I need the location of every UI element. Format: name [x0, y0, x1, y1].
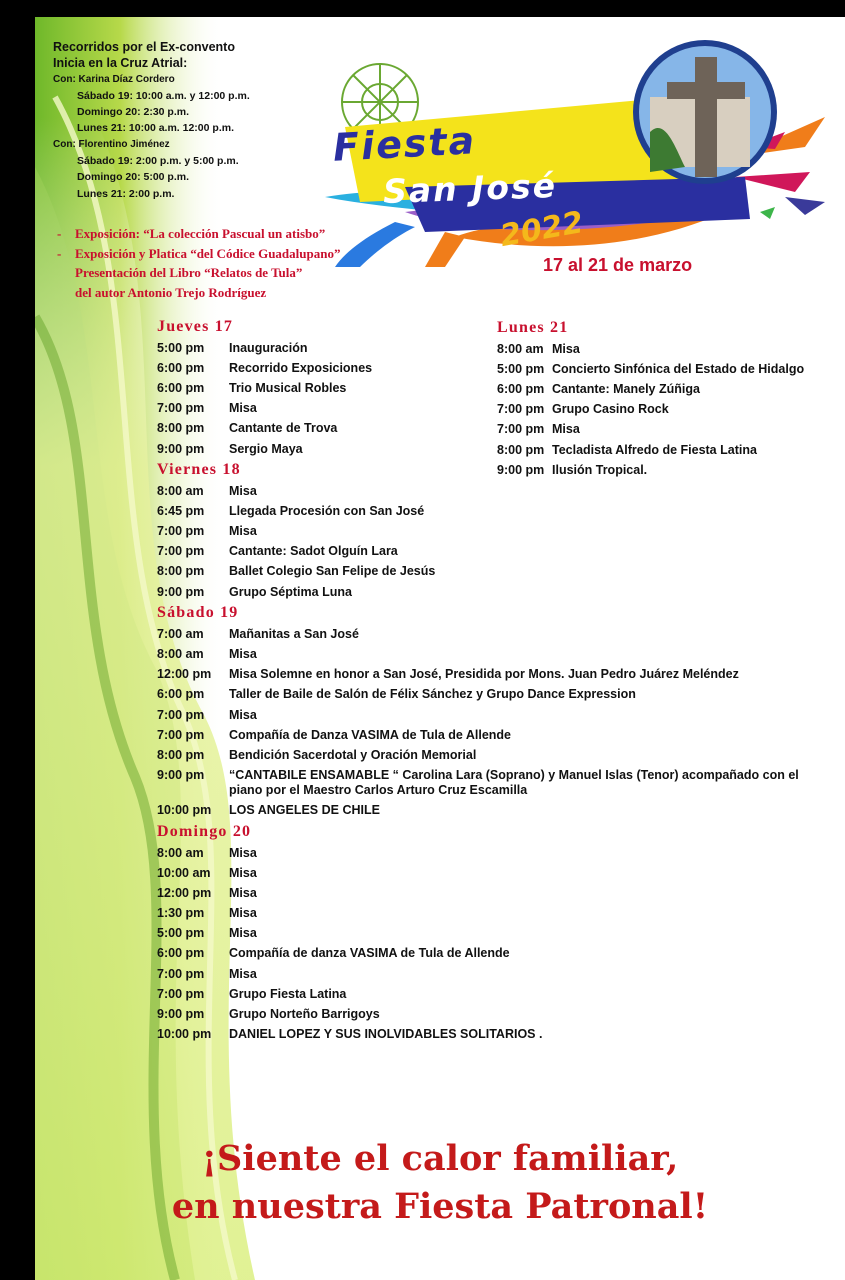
day-title: Domingo 20	[157, 822, 252, 840]
event-time: 6:00 pm	[157, 380, 205, 395]
event-time: 1:30 pm	[157, 906, 205, 921]
slogan	[35, 1135, 845, 1231]
event-row	[157, 944, 817, 964]
event-time: 9:00 pm	[497, 462, 545, 477]
tours-guide-2: Con: Florentino Jiménez	[53, 138, 170, 150]
event-row	[157, 1025, 817, 1045]
event-time: 12:00 pm	[157, 667, 212, 682]
event-desc: LOS ANGELES DE CHILE	[229, 803, 380, 818]
event-time: 7:00 pm	[497, 422, 545, 437]
event-row	[157, 863, 817, 883]
event-desc: Taller de Baile de Salón de Félix Sánchez y Grupo Dance Expression	[229, 687, 636, 702]
event-row	[497, 339, 817, 359]
event-row	[157, 883, 817, 903]
tours-section	[53, 39, 250, 202]
event-desc: Llegada Procesión con San José	[229, 503, 425, 518]
event-desc: Misa	[229, 906, 257, 921]
event-row	[497, 359, 817, 379]
event-time: 9:00 pm	[157, 768, 205, 783]
event-time: 8:00 pm	[157, 564, 205, 579]
tour-time: Lunes 21: 10:00 a.m. 12:00 p.m.	[77, 122, 234, 135]
event-time: 8:00 am	[157, 845, 204, 860]
event-desc: Compañía de Danza VASIMA de Tula de Allende	[229, 727, 511, 742]
event-desc: Misa	[229, 483, 257, 498]
schedule-lunes	[497, 317, 817, 480]
event-desc: Recorrido Exposiciones	[229, 360, 373, 375]
logo-year: 2022	[497, 205, 586, 254]
event-time: 7:00 am	[157, 626, 204, 641]
event-desc: Bendición Sacerdotal y Oración Memorial	[229, 747, 477, 762]
event-row	[157, 964, 817, 984]
event-row	[497, 420, 817, 440]
event-time: 5:00 pm	[497, 361, 545, 376]
event-row	[157, 984, 817, 1004]
tours-title: Recorridos por el Ex-convento	[53, 40, 235, 54]
event-time: 8:00 am	[497, 341, 544, 356]
tour-time: Sábado 19: 2:00 p.m. y 5:00 p.m.	[77, 155, 239, 168]
event-row	[497, 379, 817, 399]
event-time: 9:00 pm	[157, 441, 205, 456]
event-desc: Sergio Maya	[229, 441, 303, 456]
event-time: 10:00 am	[157, 865, 211, 880]
exhibition-2: Exposición y Platica “del Códice Guadalupano”	[75, 245, 341, 261]
event-time: 10:00 pm	[157, 803, 212, 818]
event-desc: Ilusión Tropical.	[552, 462, 648, 477]
event-time: 6:45 pm	[157, 503, 205, 518]
event-desc: Trio Musical Robles	[229, 380, 347, 395]
event-row	[157, 725, 817, 745]
event-desc: Misa	[229, 401, 257, 416]
tours-guide-1: Con: Karina Díaz Cordero	[53, 73, 175, 85]
bullet: -	[57, 226, 62, 241]
day-title: Sábado 19	[157, 604, 239, 622]
event-desc: Misa	[229, 707, 257, 722]
tour-time: Lunes 21: 2:00 p.m.	[77, 187, 175, 200]
event-row	[157, 542, 817, 562]
event-desc: Tecladista Alfredo de Fiesta Latina	[552, 442, 757, 457]
event-desc: Ballet Colegio San Felipe de Jesús	[229, 564, 436, 579]
slogan-line-1: ¡Siente el calor familiar,	[201, 1138, 679, 1179]
event-desc: Misa	[229, 647, 257, 662]
event-time: 6:00 pm	[157, 360, 205, 375]
event-desc: Misa	[552, 341, 580, 356]
event-desc: Grupo Séptima Luna	[229, 584, 352, 599]
day-block-viernes	[157, 459, 817, 602]
event-row	[157, 745, 817, 765]
event-time: 8:00 pm	[157, 747, 205, 762]
day-block-domingo	[157, 821, 817, 1045]
event-time: 7:00 pm	[157, 524, 205, 539]
event-row	[157, 644, 817, 664]
event-desc: Cantante de Trova	[229, 421, 338, 436]
event-time: 7:00 pm	[157, 727, 205, 742]
event-desc: Misa	[229, 885, 257, 900]
event-row	[157, 1004, 817, 1024]
event-row	[157, 843, 817, 863]
event-row	[157, 685, 817, 705]
event-time: 8:00 am	[157, 647, 204, 662]
event-row	[157, 481, 817, 501]
poster	[35, 17, 845, 1280]
event-desc: “CANTABILE ENSAMABLE “ Carolina Lara (Soprano) y Manuel Islas (Tenor) acompañado con el piano por el Maestro Carlos Arturo Cruz Escamilla	[229, 768, 799, 798]
bullet: -	[57, 245, 62, 261]
event-desc: Misa	[229, 926, 257, 941]
event-desc: Mañanitas a San José	[229, 626, 359, 641]
tour-time: Domingo 20: 2:30 p.m.	[77, 106, 190, 119]
exhibitions-section	[57, 224, 387, 302]
day-title: Viernes 18	[157, 461, 241, 479]
logo-title-fiesta: Fiesta	[331, 118, 478, 170]
event-desc: Grupo Fiesta Latina	[229, 986, 347, 1001]
event-desc: Compañía de danza VASIMA de Tula de Allende	[229, 946, 510, 961]
event-row	[157, 766, 817, 801]
event-desc: Grupo Norteño Barrigoys	[229, 1007, 380, 1022]
tours-start: Inicia en la Cruz Atrial:	[53, 56, 188, 71]
event-desc: Cantante: Manely Zúñiga	[552, 381, 700, 396]
book-author: del autor Antonio Trejo Rodríguez	[75, 284, 267, 300]
tour-time: Domingo 20: 5:00 p.m.	[77, 171, 190, 184]
festival-dates: 17 al 21 de marzo	[543, 255, 693, 275]
event-desc: DANIEL LOPEZ Y SUS INOLVIDABLES SOLITARIOS .	[229, 1027, 543, 1042]
event-time: 9:00 pm	[157, 1007, 205, 1022]
event-time: 7:00 pm	[157, 966, 205, 981]
event-row	[497, 400, 817, 420]
event-row	[157, 501, 817, 521]
event-row	[497, 440, 817, 460]
event-desc: Misa	[229, 524, 257, 539]
event-time: 7:00 pm	[157, 707, 205, 722]
event-row	[157, 562, 817, 582]
event-row	[157, 705, 817, 725]
event-desc: Concierto Sinfónica del Estado de Hidalgo	[552, 361, 805, 376]
event-time: 7:00 pm	[157, 401, 205, 416]
event-time: 7:00 pm	[157, 986, 205, 1001]
slogan-line-2: en nuestra Fiesta Patronal!	[171, 1186, 709, 1227]
event-desc: Misa	[229, 865, 257, 880]
event-desc: Misa	[229, 845, 257, 860]
event-row	[497, 460, 817, 480]
tour-time: Sábado 19: 10:00 a.m. y 12:00 p.m.	[77, 89, 250, 102]
event-row	[157, 624, 817, 644]
event-row	[157, 522, 817, 542]
logo-title-san-jose: San José	[382, 165, 558, 212]
event-time: 10:00 pm	[157, 1027, 212, 1042]
book-presentation: Presentación del Libro “Relatos de Tula”	[75, 265, 303, 280]
event-time: 8:00 pm	[157, 421, 205, 436]
event-time: 5:00 pm	[157, 926, 205, 941]
event-desc: Misa Solemne en honor a San José, Presidida por Mons. Juan Pedro Juárez Meléndez	[229, 667, 739, 682]
event-time: 6:00 pm	[157, 946, 205, 961]
event-time: 12:00 pm	[157, 885, 212, 900]
event-time: 9:00 pm	[157, 584, 205, 599]
event-row	[157, 801, 817, 821]
day-block-sabado	[157, 602, 817, 821]
event-desc: Inauguración	[229, 340, 308, 355]
event-time: 7:00 pm	[497, 402, 545, 417]
event-time: 5:00 pm	[157, 340, 205, 355]
event-time: 6:00 pm	[157, 687, 205, 702]
exhibition-1: Exposición: “La colección Pascual un atisbo”	[75, 226, 326, 241]
event-desc: Misa	[552, 422, 580, 437]
event-row	[157, 924, 817, 944]
event-row	[157, 904, 817, 924]
event-time: 6:00 pm	[497, 381, 545, 396]
event-time: 8:00 pm	[497, 442, 545, 457]
event-row	[157, 582, 817, 602]
day-title: Lunes 21	[497, 319, 569, 336]
event-time: 8:00 am	[157, 483, 204, 498]
event-row	[157, 665, 817, 685]
day-title: Jueves 17	[157, 318, 234, 335]
event-desc: Misa	[229, 966, 257, 981]
event-desc: Grupo Casino Rock	[552, 402, 669, 417]
event-desc: Cantante: Sadot Olguín Lara	[229, 544, 398, 559]
event-time: 7:00 pm	[157, 544, 205, 559]
